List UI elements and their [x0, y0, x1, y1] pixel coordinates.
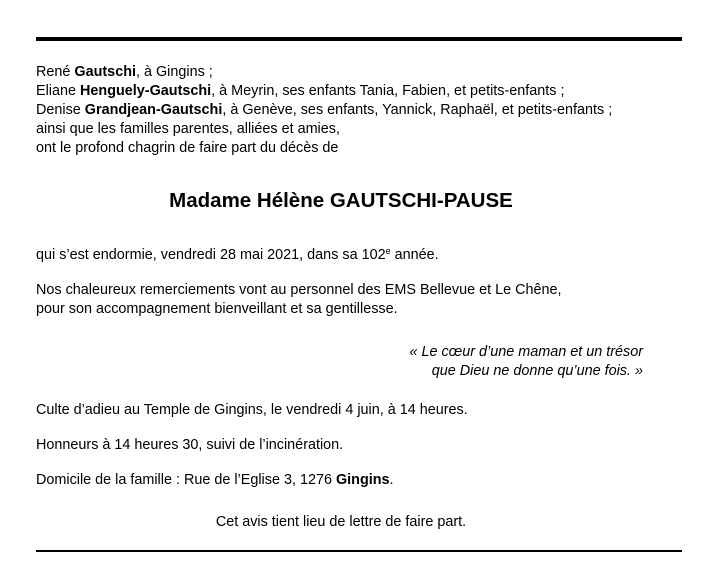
thanks-line-1: Nos chaleureux remerciements vont au personnel des EMS Bellevue et Le Chêne, — [36, 282, 562, 298]
family-address — [36, 471, 394, 490]
top-rule — [36, 37, 682, 41]
text-fragment: année. — [390, 247, 439, 263]
family-line-relatives: ainsi que les familles parentes, alliées et amies, — [36, 121, 340, 137]
text-fragment: René — [36, 64, 75, 80]
footer-note: Cet avis tient lieu de lettre de faire part. — [215, 514, 467, 530]
thanks-paragraph — [36, 281, 562, 319]
text-fragment: Denise — [36, 102, 85, 118]
family-line-denise — [36, 101, 612, 120]
town-bold: Gingins — [335, 472, 390, 488]
bottom-rule — [36, 550, 682, 552]
text-fragment: Eliane — [36, 83, 81, 99]
family-line-eliane — [36, 82, 612, 101]
text-fragment: qui s’est endormie, vendredi 28 mai 2021, dans sa 102 — [36, 247, 386, 263]
surname-bold: Gautschi — [74, 64, 136, 80]
text-fragment: . — [389, 472, 394, 488]
thanks-line-2: pour son accompagnement bienveillant et sa gentillesse. — [36, 301, 398, 317]
text-fragment: , à Meyrin, ses enfants Tania, Fabien, et petits-enfants ; — [211, 83, 565, 99]
family-line-rene — [36, 63, 612, 82]
service-info: Culte d’adieu au Temple de Gingins, le vendredi 4 juin, à 14 heures. — [36, 402, 468, 418]
surname-bold: Henguely-Gautschi — [80, 83, 212, 99]
ordinal-superscript: e — [385, 246, 391, 256]
text-fragment: , à Gingins ; — [135, 64, 213, 80]
family-line-announcement: ont le profond chagrin de faire part du décès de — [36, 140, 339, 156]
honors-info: Honneurs à 14 heures 30, suivi de l’incinération. — [36, 437, 344, 453]
surname-bold: Grandjean-Gautschi — [84, 102, 223, 118]
quote-line-1: « Le cœur d’une maman et un trésor — [409, 344, 643, 360]
quote-line-2: que Dieu ne donne qu’une fois. » — [431, 363, 643, 379]
death-statement — [36, 246, 439, 265]
family-announcement — [36, 63, 612, 158]
quote — [409, 343, 643, 381]
text-fragment: , à Genève, ses enfants, Yannick, Raphaël, et petits-enfants ; — [222, 102, 613, 118]
deceased-name: Madame Hélène GAUTSCHI-PAUSE — [169, 189, 513, 212]
text-fragment: Domicile de la famille : Rue de l’Eglise 3, 1276 — [36, 472, 336, 488]
